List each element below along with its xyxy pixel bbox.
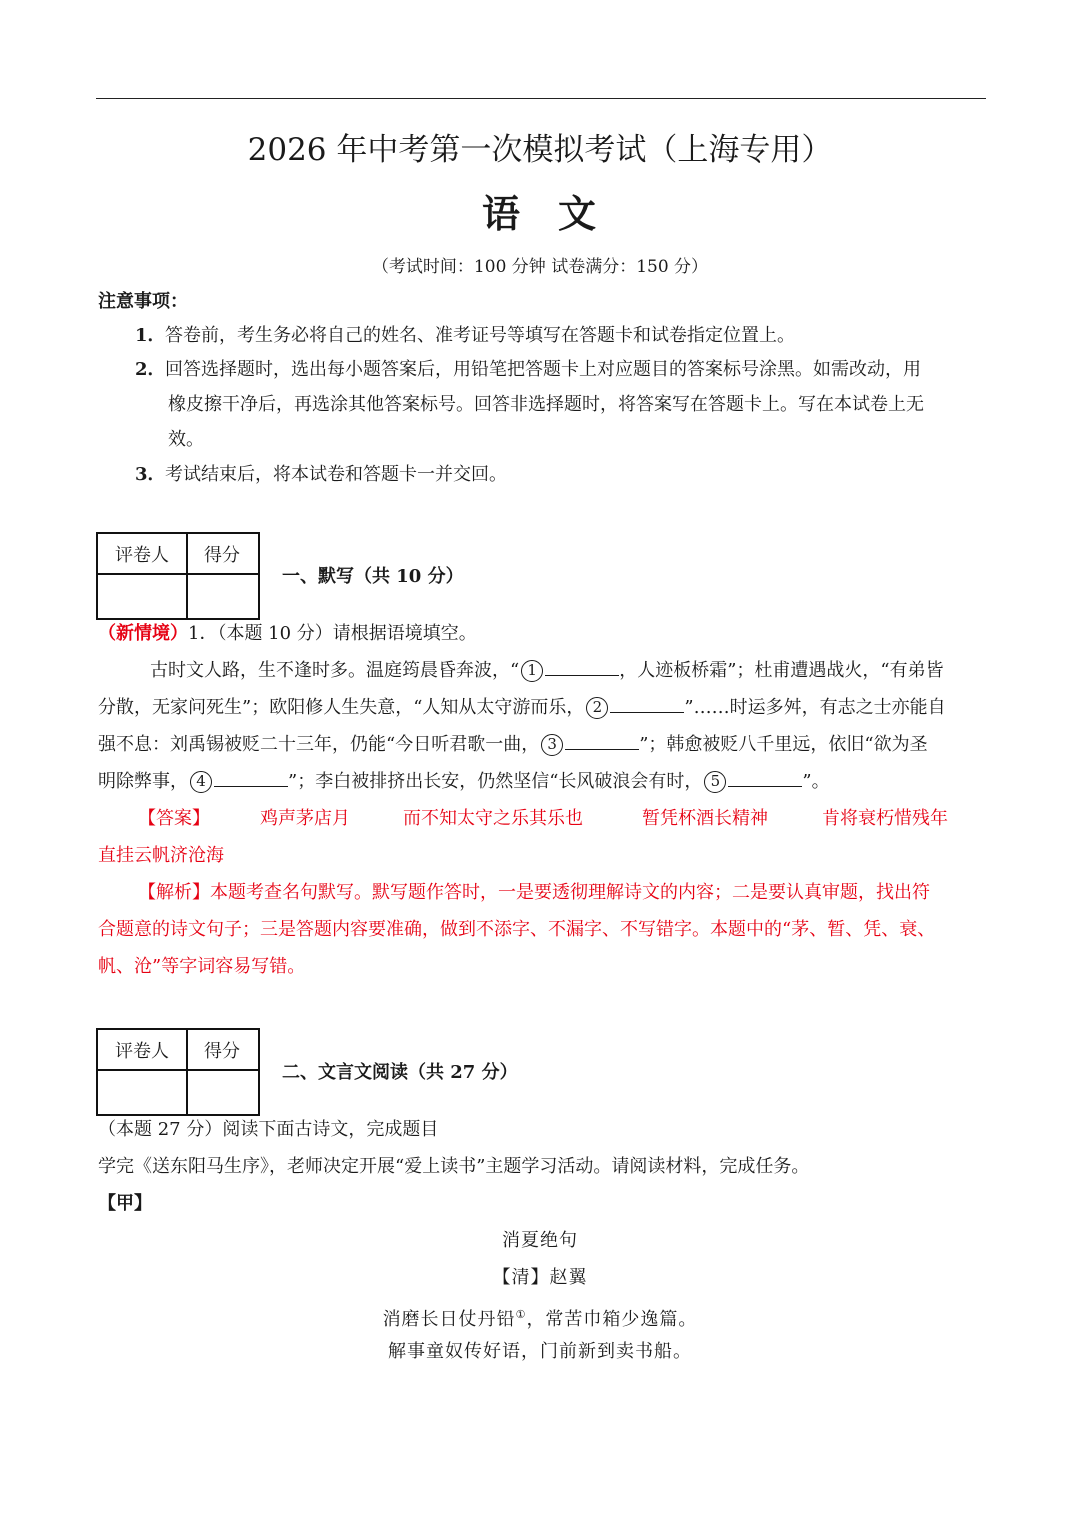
analysis-line-2: 合题意的诗文句子；三是答题内容要准确，做到不添字、不漏字、不写错字。本题中的“茅、暂、凭、衰、 [98,919,936,940]
answer-3: 暂凭杯酒长精神 [642,808,768,829]
question-1: （新情境）1．（本题 10 分）请根据语境填空。 [98,623,477,644]
section1-heading: 一、默写（共 10 分） [282,566,464,587]
passage-line-3: 强不息：刘禹锡被贬二十三年，仍能“今日听君歌一曲， 3 ”；韩愈被贬八千里远，依旧“欲为圣 [98,734,928,755]
exam-title: 2026 年中考第一次模拟考试（上海专用） [247,132,833,168]
poem-line-2: 解事童奴传好语，门前新到卖书船。 [388,1341,692,1362]
grader-label: 评卷人 [115,1040,169,1062]
blank-number-5: 5 [704,771,726,793]
answer-2: 而不知太守之乐其乐也 [403,808,583,829]
score-label: 得分 [204,1040,240,1062]
score-box-2 [96,1028,260,1116]
notice-item-2-cont2: 效。 [168,429,204,450]
passage-line-4: 明除弊事， 4 ”；李白被排挤出长安，仍然坚信“长风破浪会有时， 5 ”。 [98,771,830,792]
poem-line-1: 消磨长日仗丹铅①，常苦巾箱少逸篇。 [382,1308,698,1330]
section2-heading: 二、文言文阅读（共 27 分） [282,1062,518,1083]
section2-activity: 学完《送东阳马生序》，老师决定开展“爱上读书”主题学习活动。请阅读材料，完成任务。 [98,1156,810,1177]
part-label: 【甲】 [98,1193,152,1214]
notice-heading: 注意事项： [98,291,188,312]
score-box-1 [96,532,260,620]
answer-blank [728,769,802,787]
analysis-line-1: 【解析】本题考查名句默写。默写题作答时，一是要透彻理解诗文的内容；二是要认真审题，找出符 [138,882,930,903]
score-label: 得分 [204,544,240,566]
notice-item-2: 2．回答选择题时，选出每小题答案后，用铅笔把答题卡上对应题目的答案标号涂黑。如需改动，用 [135,359,921,380]
subject-char-2: 文 [558,191,599,236]
answer-blank [610,695,684,713]
subject-title [0,190,1080,238]
notice-item-3: 3．考试结束后，将本试卷和答题卡一并交回。 [135,464,507,485]
answer-blank [565,732,639,750]
exam-meta: （考试时间：100 分钟 试卷满分：150 分） [371,257,709,277]
grader-label: 评卷人 [115,544,169,566]
passage-line-1: 古时文人路，生不逢时多。温庭筠晨昏奔波，“ 1 ，人迹板桥霜”；杜甫遭遇战火，“有弟皆 [150,660,944,681]
top-rule [96,98,986,99]
poem-title: 消夏绝句 [502,1230,578,1251]
blank-number-2: 2 [586,697,608,719]
poem-footnote-mark: ① [515,1308,527,1321]
answer-label: 【答案】 [138,808,210,829]
section2-intro: （本题 27 分）阅读下面古诗文，完成题目 [98,1119,439,1140]
answer-4: 肯将衰朽惜残年 [822,808,948,829]
blank-number-3: 3 [541,734,563,756]
poem-author: 【清】赵翼 [492,1267,588,1288]
blank-number-1: 1 [521,660,543,682]
blank-number-4: 4 [190,771,212,793]
answer-5: 直挂云帆济沧海 [98,845,224,866]
passage-line-2: 分散，无家问死生”；欧阳修人生失意，“人知从太守游而乐， 2 ”……时运多舛，有志之士亦能自 [98,697,946,718]
analysis-line-3: 帆、沧”等字词容易写错。 [98,956,306,977]
answer-blank [214,769,288,787]
answer-blank [545,658,619,676]
notice-item-2-cont: 橡皮擦干净后，再选涂其他答案标号。回答非选择题时，将答案写在答题卡上。写在本试卷上无 [168,394,924,415]
subject-char-1: 语 [481,191,522,236]
notice-item-1: 1．答卷前，考生务必将自己的姓名、准考证号等填写在答题卡和试卷指定位置上。 [135,325,795,346]
answer-1: 鸡声茅店月 [260,808,350,829]
